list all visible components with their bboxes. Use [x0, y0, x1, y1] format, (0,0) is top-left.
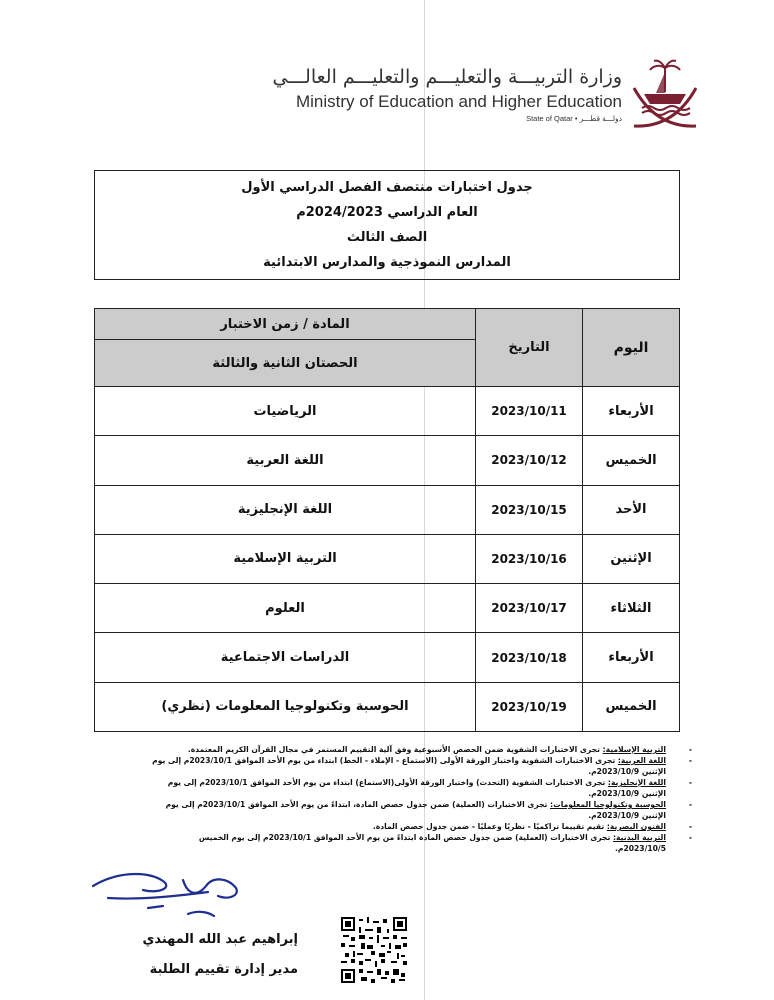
- signatory-name: إبراهيم عبد الله المهندي: [142, 932, 298, 947]
- title-line-1: جدول اختبارات منتصف الفصل الدراسي الأول: [241, 180, 533, 195]
- title-academic-year: العام الدراسي 2024/2023م: [296, 205, 478, 220]
- note-text: تجرى الاختبارات (العملية) ضمن جدول حصص المادة ابتداءً من يوم الأحد الموافق 2023/10/1م إلى يوم الخميس 2023/10/5م.: [198, 833, 666, 853]
- cell-day: الأربعاء: [583, 633, 680, 682]
- cell-day: الخميس: [583, 436, 680, 485]
- qatar-emblem-icon: [626, 58, 704, 136]
- cell-date: 2023/10/12: [476, 436, 583, 485]
- schedule-title-box: [94, 170, 680, 280]
- cell-day: الإثنين: [583, 534, 680, 583]
- cell-date: 2023/10/16: [476, 534, 583, 583]
- ministry-name-arabic: وزارة التربيـــة والتعليـــم والتعليـــم العالـــي: [272, 66, 622, 88]
- list-item: [150, 755, 676, 777]
- title-schools: المدارس النموذجية والمدارس الابتدائية: [263, 255, 511, 270]
- note-label: التربية البدنية:: [612, 833, 666, 842]
- cell-day: الثلاثاء: [583, 584, 680, 633]
- cell-day: الخميس: [583, 682, 680, 731]
- column-header-periods: الحصتان الثانية والثالثة: [95, 340, 476, 387]
- list-item: [150, 777, 676, 799]
- cell-date: 2023/10/17: [476, 584, 583, 633]
- list-item: [150, 832, 676, 854]
- note-text: تجرى الاختبارات (العملية) ضمن جدول حصص المادة، ابتداءً من يوم الأحد الموافق 2023/10/1م إلى يوم الإثنين 2023/10/9م.: [165, 800, 666, 820]
- title-grade: الصف الثالث: [346, 230, 428, 245]
- note-label: الحوسبة وتكنولوجيا المعلومات:: [550, 800, 666, 809]
- notes-list: [150, 744, 676, 854]
- table-row: [95, 534, 680, 583]
- list-item: [150, 821, 676, 832]
- cell-subject: الرياضيات: [95, 387, 476, 436]
- note-text: تجرى الاختبارات الشفوية (التحدث) واختبار الورقة الأولى(الاستماع) ابتداء من يوم الأحد الموافق 2023/10/1م إلى يوم الإثنين 2023/10/9م.: [167, 778, 666, 798]
- column-header-day: اليوم: [583, 309, 680, 387]
- table-row: [95, 485, 680, 534]
- note-text: تجرى الاختبارات الشفوية واختبار الورقة الأولى (الاستماع - الإملاء - الخط) ابتداء من يوم الأحد الموافق 2023/10/1م إلى يوم الإثنين 2023/10/9م.: [152, 756, 666, 776]
- cell-day: الأربعاء: [583, 387, 680, 436]
- exam-schedule-table: [94, 308, 680, 732]
- cell-subject: العلوم: [95, 584, 476, 633]
- table-row: [95, 584, 680, 633]
- signature-icon: [88, 866, 258, 926]
- column-header-subject: المادة / زمن الاختبار: [95, 309, 476, 340]
- cell-date: 2023/10/19: [476, 682, 583, 731]
- qr-code-icon: [341, 917, 407, 983]
- table-row: [95, 387, 680, 436]
- signature-block: [88, 866, 298, 986]
- note-label: الفنون البصرية:: [606, 822, 666, 831]
- cell-date: 2023/10/18: [476, 633, 583, 682]
- table-row: [95, 682, 680, 731]
- ministry-name-english: Ministry of Education and Higher Education: [295, 92, 622, 111]
- note-text: تقيم تقييما تراكميًا - نظريًا وعمليًا - ضمن جدول حصص المادة.: [372, 822, 607, 831]
- ministry-header: [254, 50, 704, 140]
- list-item: [150, 799, 676, 821]
- cell-subject: اللغة الإنجليزية: [95, 485, 476, 534]
- cell-day: الأحد: [583, 485, 680, 534]
- cell-subject: التربية الإسلامية: [95, 534, 476, 583]
- cell-subject: الحوسبة وتكنولوجيا المعلومات (نظري): [95, 682, 476, 731]
- table-row: [95, 436, 680, 485]
- list-item: [150, 744, 676, 755]
- note-label: التربية الإسلامية:: [602, 745, 666, 754]
- note-label: اللغة الإنجليزية:: [607, 778, 666, 787]
- cell-date: 2023/10/15: [476, 485, 583, 534]
- note-label: اللغة العربية:: [617, 756, 666, 765]
- column-header-date: التاريخ: [476, 309, 583, 387]
- signatory-title: مدير إدارة تقييم الطلبة: [149, 962, 298, 977]
- cell-date: 2023/10/11: [476, 387, 583, 436]
- cell-subject: اللغة العربية: [95, 436, 476, 485]
- state-of-qatar-label: State of Qatar • دولـــة قطـــر: [526, 114, 622, 123]
- note-text: تجرى الاختبارات الشفوية ضمن الحصص الأسبوعية وفق آلية التقييم المستمر في مجال القرآن الكريم المعتمدة.: [187, 745, 603, 754]
- cell-subject: الدراسات الاجتماعية: [95, 633, 476, 682]
- table-row: [95, 633, 680, 682]
